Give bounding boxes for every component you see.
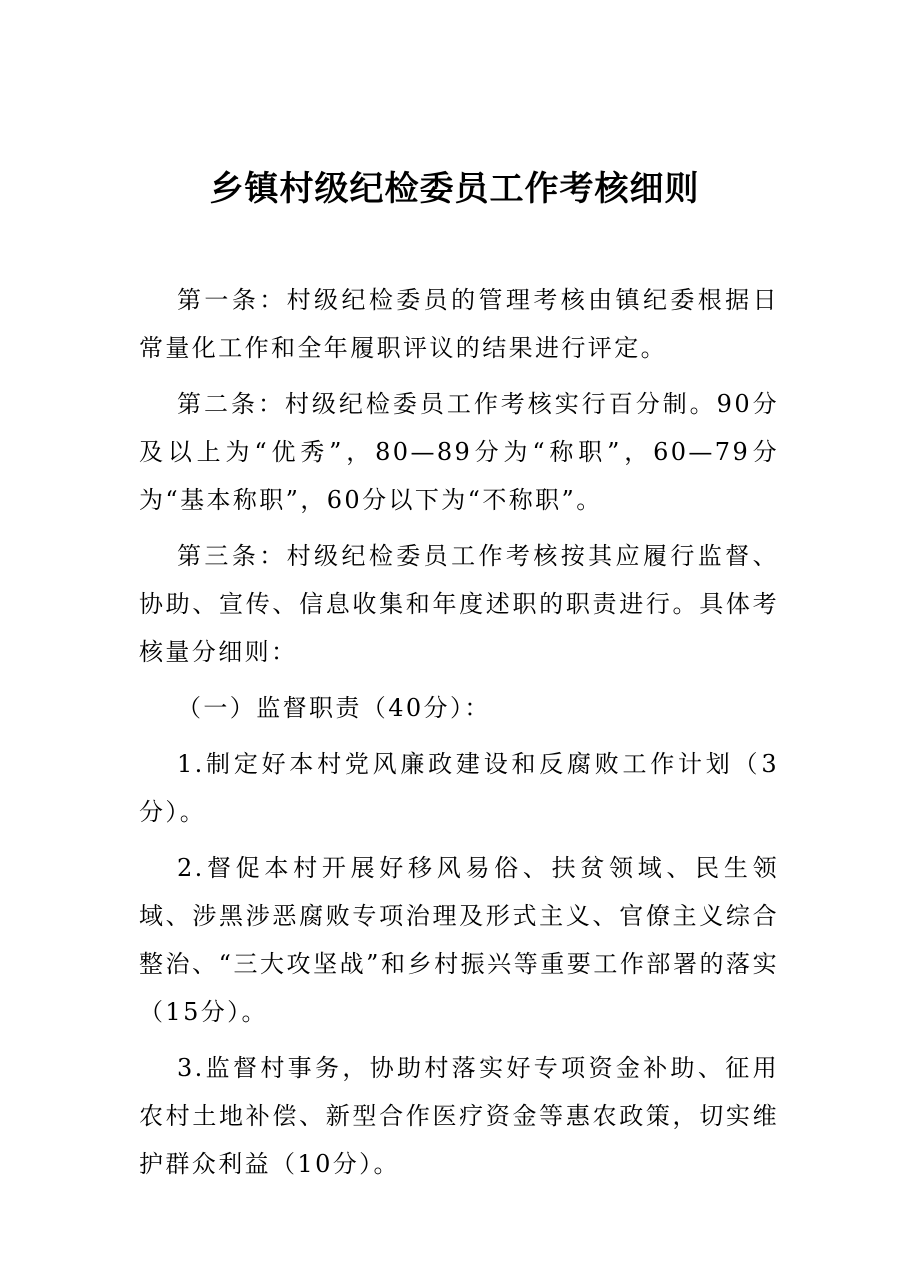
article-3-paragraph: 第三条：村级纪检委员工作考核按其应履行监督、协助、宣传、信息收集和年度述职的职责进行。具体考核量分细则： (139, 542, 779, 666)
document-title: 乡镇村级纪检委员工作考核细则 (209, 168, 700, 209)
item-2-paragraph: 2.督促本村开展好移风易俗、扶贫领域、民生领域、涉黑涉恶腐败专项治理及形式主义、官僚主义综合整治、“三大攻坚战”和乡村振兴等重要工作部署的落实（15分）。 (139, 854, 779, 1026)
item-3-paragraph: 3.监督村事务，协助村落实好专项资金补助、征用农村土地补偿、新型合作医疗资金等惠农政策，切实维护群众利益（10分）。 (139, 1054, 779, 1178)
article-1-paragraph: 第一条：村级纪检委员的管理考核由镇纪委根据日常量化工作和全年履职评议的结果进行评定。 (139, 286, 779, 362)
section-heading-supervision: （一）监督职责（40分）： (177, 694, 491, 722)
item-1-paragraph: 1.制定好本村党风廉政建设和反腐败工作计划（3分）。 (139, 750, 779, 826)
document-body (139, 276, 779, 1196)
article-2-paragraph: 第二条：村级纪检委员工作考核实行百分制。90分及以上为“优秀”，80—89分为“称职”，60—79分为“基本称职”，60分以下为“不称职”。 (139, 390, 779, 514)
